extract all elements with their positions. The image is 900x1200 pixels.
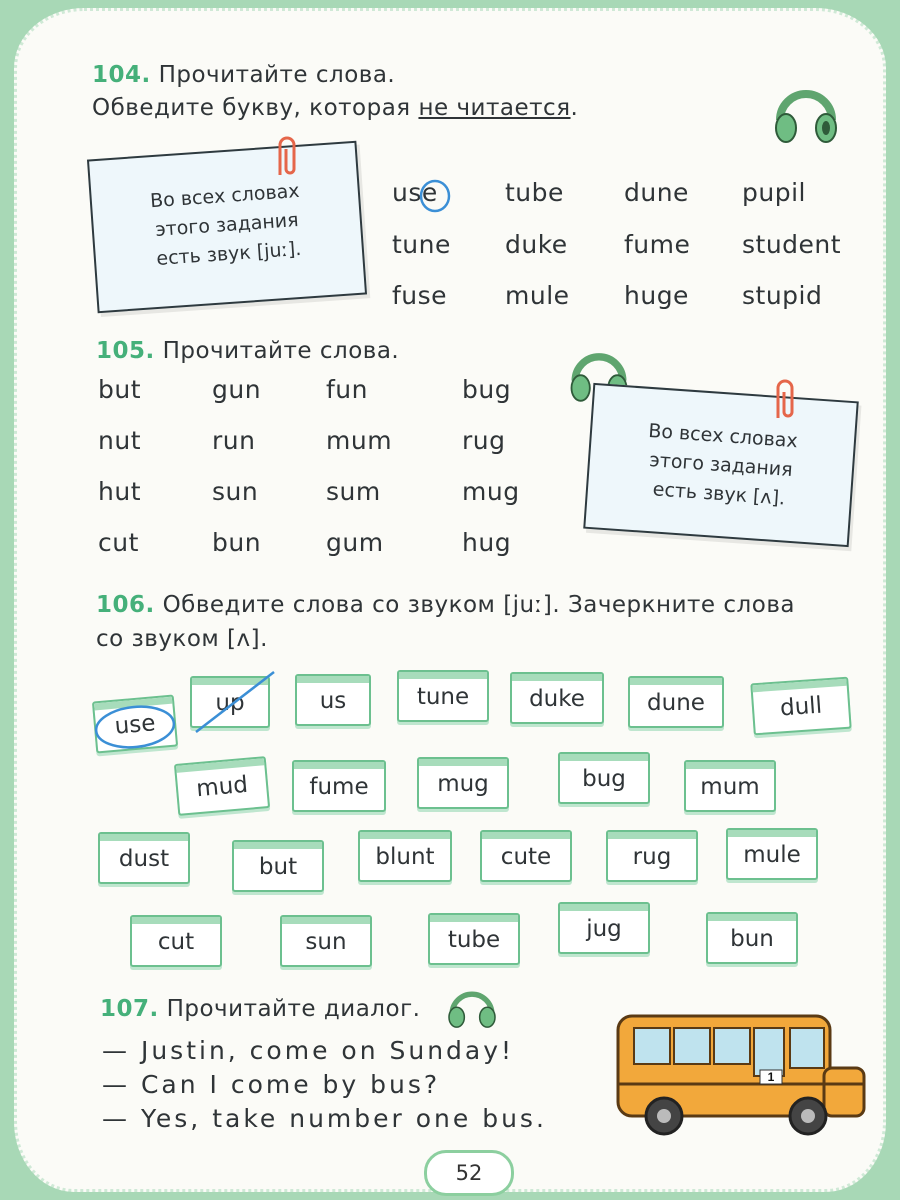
word-card[interactable]: use <box>92 695 178 754</box>
page-number: 52 <box>424 1150 514 1196</box>
strike-mark <box>190 668 280 736</box>
dialog-line: — Yes, take number one bus. <box>102 1104 547 1133</box>
ex104-word: huge <box>624 281 689 310</box>
ex105-word: nut <box>98 426 141 455</box>
ex105-word: run <box>212 426 256 455</box>
word-card[interactable]: mug <box>417 757 509 809</box>
ex104-word: use <box>392 178 438 207</box>
dialog-line: — Justin, come on Sunday! <box>102 1036 515 1065</box>
ex104-word: tube <box>505 178 564 207</box>
ex104-word: fume <box>624 230 691 259</box>
circle-mark <box>92 702 178 752</box>
word-card[interactable]: mum <box>684 760 776 812</box>
ex107-title: 107. Прочитайте диалог. <box>100 996 421 1022</box>
word-card[interactable]: bug <box>558 752 650 804</box>
word-card[interactable]: mud <box>174 756 270 816</box>
word-card[interactable]: jug <box>558 902 650 954</box>
ex105-word: bun <box>212 528 262 557</box>
ex105-word: gun <box>212 375 262 404</box>
ex104-word: mule <box>505 281 570 310</box>
word-card[interactable]: bun <box>706 912 798 964</box>
ex105-word: hug <box>462 528 512 557</box>
circle-mark <box>418 178 452 214</box>
ex105-word: sun <box>212 477 259 506</box>
ex104-word: dune <box>624 178 689 207</box>
word-card[interactable]: tube <box>428 913 520 965</box>
ex105-word: fun <box>326 375 368 404</box>
bus-illustration <box>612 1010 872 1140</box>
word-card[interactable]: sun <box>280 915 372 967</box>
word-card[interactable]: blunt <box>358 830 452 882</box>
ex104-word: fuse <box>392 281 448 310</box>
word-card[interactable]: dust <box>98 832 190 884</box>
word-card[interactable]: dull <box>750 677 851 736</box>
ex105-title: 105. Прочитайте слова. <box>96 338 400 364</box>
word-card[interactable]: tune <box>397 670 489 722</box>
ex104-line1: 104. Прочитайте слова. <box>92 62 396 88</box>
bus-number: 1 <box>767 1070 775 1084</box>
word-card[interactable]: us <box>295 674 371 726</box>
ex104-word: duke <box>505 230 568 259</box>
word-card[interactable]: up <box>190 676 270 728</box>
ex104-note: Во всех словах этого задания есть звук [juː]. <box>87 141 367 313</box>
ex104-line2: Обведите букву, которая не читается. <box>92 95 579 121</box>
ex105-word: mug <box>462 477 520 506</box>
headphones-icon <box>444 985 500 1031</box>
ex104-underlined: не читается <box>418 95 571 121</box>
ex105-word: gum <box>326 528 384 557</box>
word-card[interactable]: cut <box>130 915 222 967</box>
paperclip-icon <box>770 378 800 422</box>
ex104-word: stupid <box>742 281 823 310</box>
headphones-icon <box>770 80 842 152</box>
ex105-word: sum <box>326 477 381 506</box>
ex105-word: cut <box>98 528 139 557</box>
ex104-word: tune <box>392 230 451 259</box>
ex105-word: rug <box>462 426 506 455</box>
ex104-word: pupil <box>742 178 806 207</box>
ex104-word: student <box>742 230 842 259</box>
ex105-word: hut <box>98 477 141 506</box>
ex105-word: but <box>98 375 142 404</box>
word-card[interactable]: but <box>232 840 324 892</box>
dialog-line: — Can I come by bus? <box>102 1070 441 1099</box>
word-card[interactable]: dune <box>628 676 724 728</box>
ex106-line2: со звуком [ʌ]. <box>96 626 268 652</box>
ex105-word: mum <box>326 426 393 455</box>
ex105-word: bug <box>462 375 512 404</box>
word-card[interactable]: mule <box>726 828 818 880</box>
paperclip-icon <box>272 135 302 179</box>
word-card[interactable]: cute <box>480 830 572 882</box>
word-card[interactable]: rug <box>606 830 698 882</box>
word-card[interactable]: fume <box>292 760 386 812</box>
ex105-note: Во всех словах этого задания есть звук [ʌ]. <box>583 383 859 547</box>
ex106-line1: 106. Обведите слова со звуком [juː]. Зачеркните слова <box>96 592 795 618</box>
word-card[interactable]: duke <box>510 672 604 724</box>
